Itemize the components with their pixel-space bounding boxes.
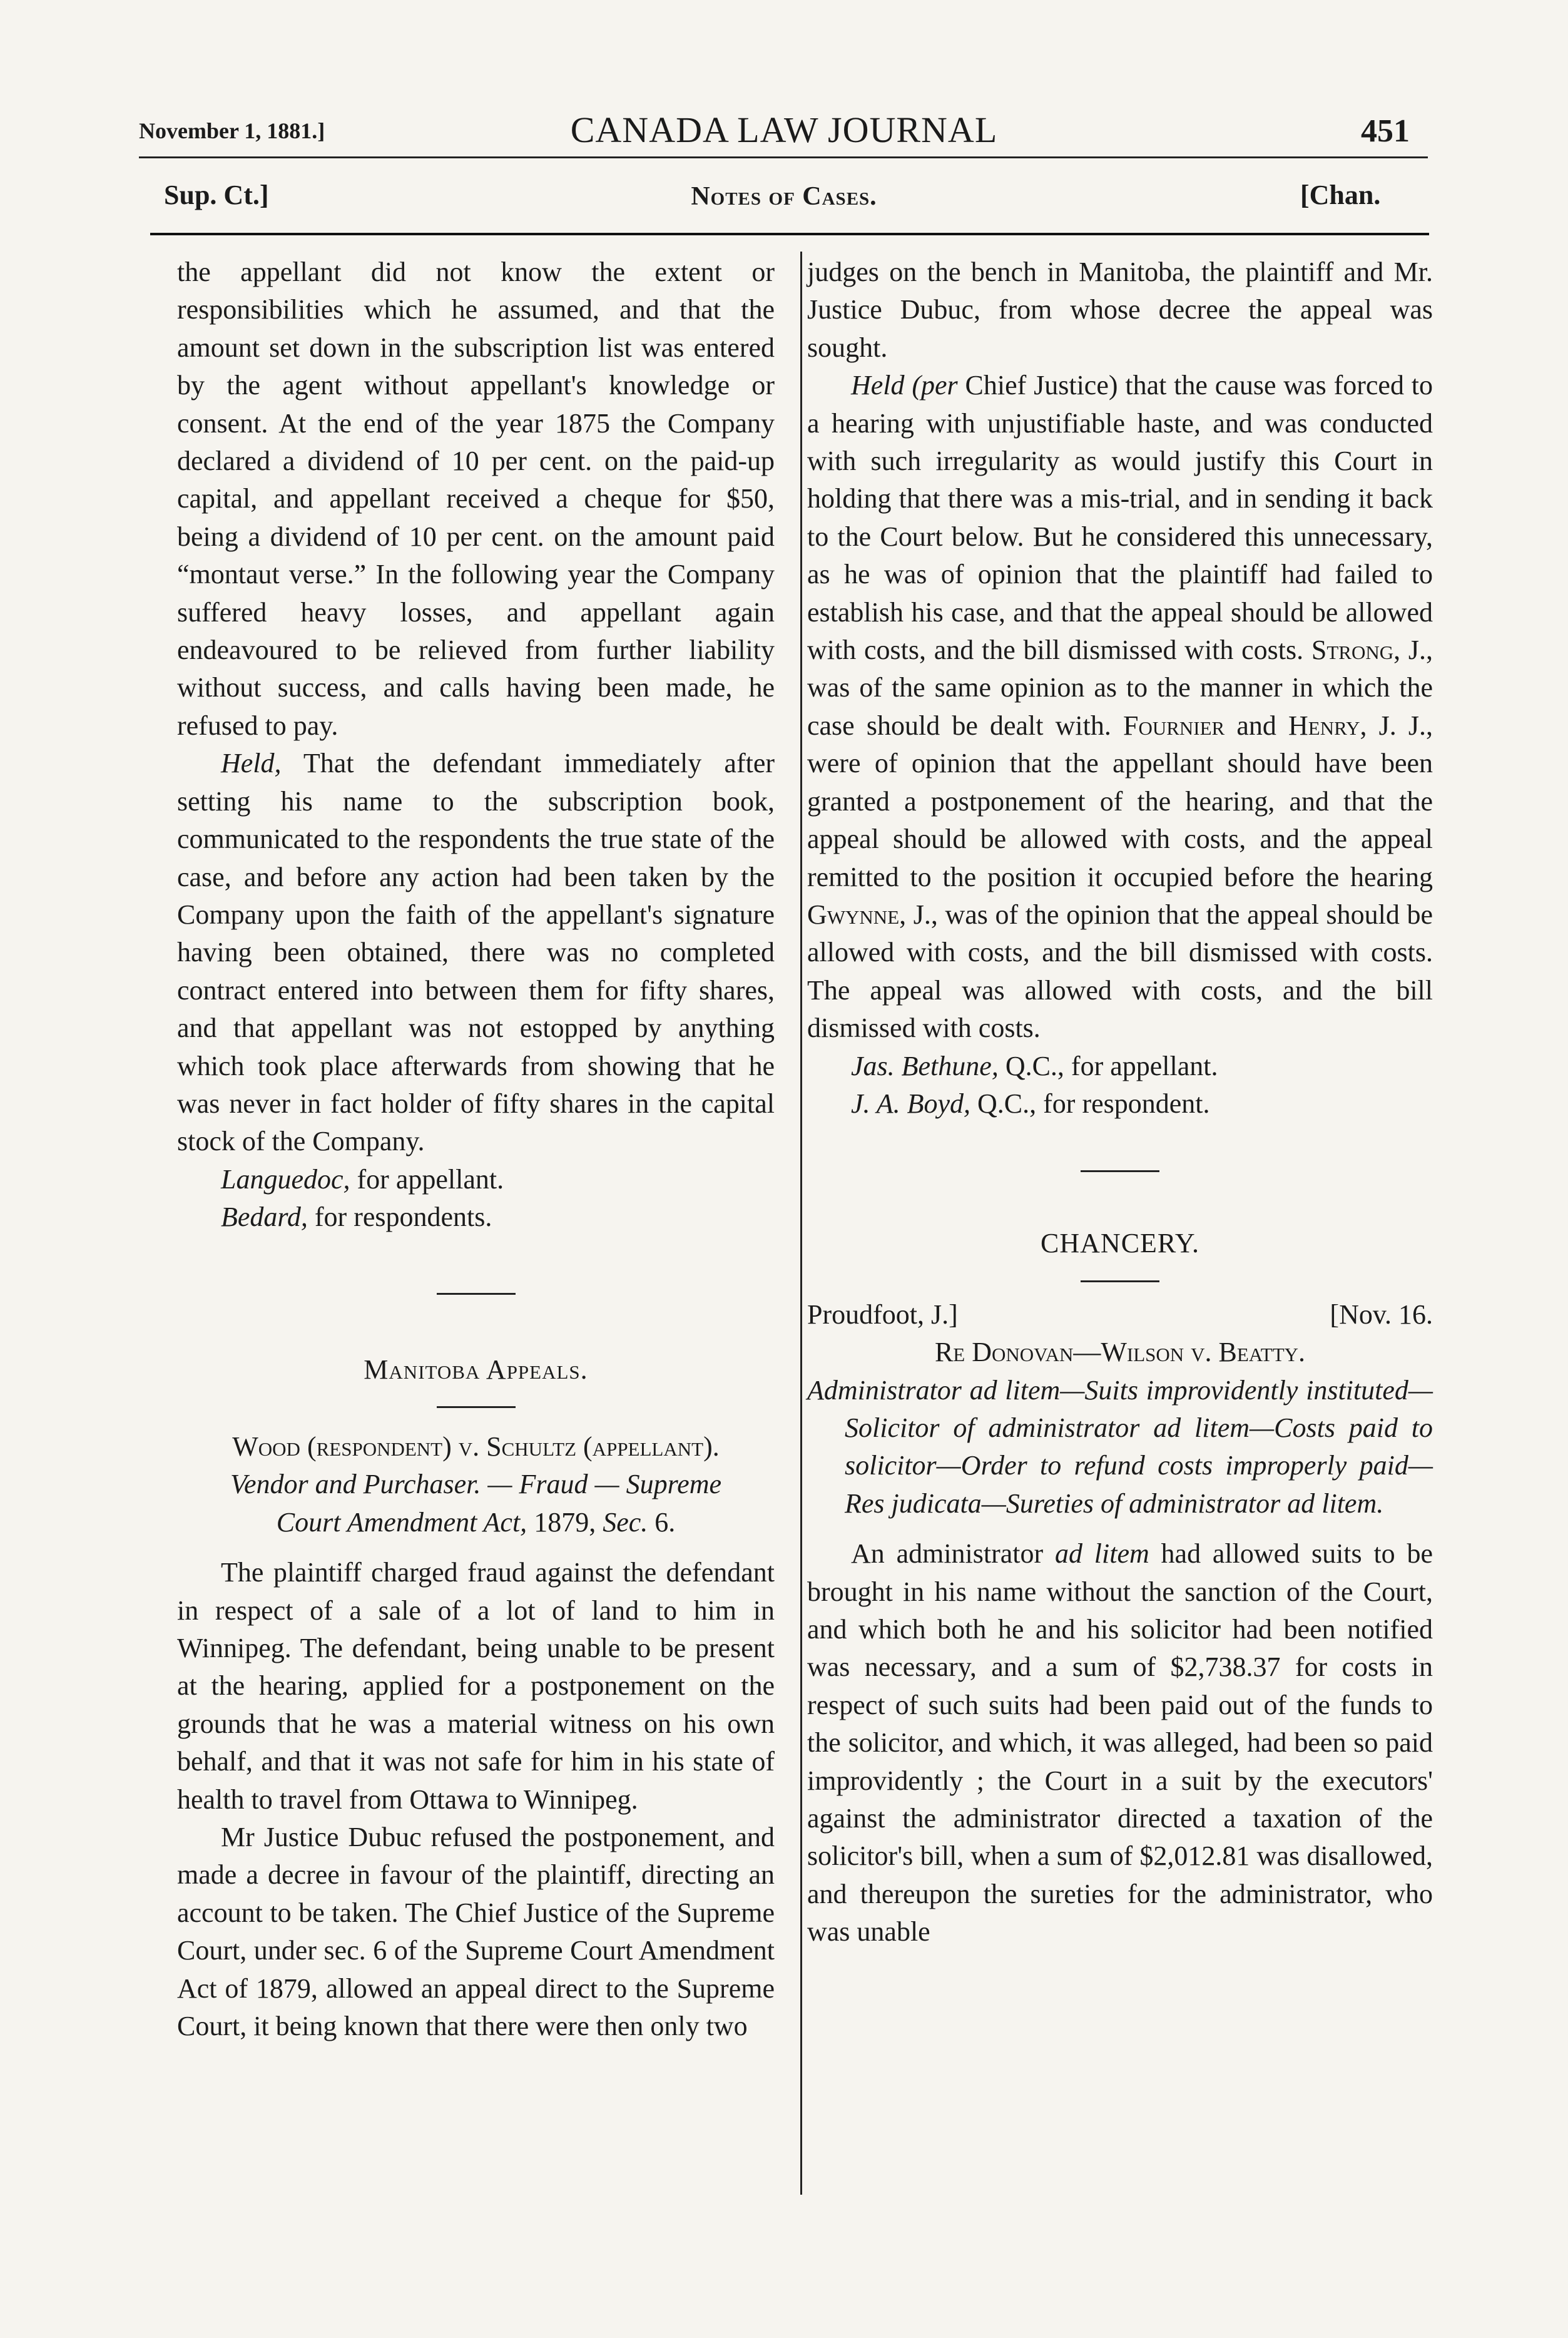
held-per: (per (904, 370, 958, 401)
paragraph: The plaintiff charged fraud against the defendant in respect of a sale of a lot of land to him in Winnipeg. The defendant, being unable to be present at the hearing, applied for a postponement on the grounds that he was a material witness on his own behalf, and that it was not safe for him in his state of health to travel from Ottawa to Winnipeg. (177, 1557, 775, 1815)
counsel-line (807, 1085, 1433, 1123)
issue-date: November 1, 1881.] (139, 118, 325, 143)
counsel-line (807, 1048, 1433, 1085)
held-text: , J. J., were of opinion that the appellant should have been granted a postponement of the hearing, and that the appeal should be allowed with costs, and the appeal remitted to the position it occupied before the hearing (807, 710, 1433, 892)
headnote-act: Court Amendment Act, (276, 1506, 527, 1538)
paragraph (807, 1535, 1433, 1951)
date-line: [Nov. 16. (1330, 1299, 1433, 1330)
center-section-label: Notes of Cases. (691, 182, 877, 211)
section-title: CHANCERY. (1041, 1228, 1199, 1259)
counsel-role: Q.C., for respondent. (970, 1088, 1210, 1119)
paragraph: Mr Justice Dubuc refused the postponement, and made a decree in favour of the plaintiff, directing an account to be taken. The Chief Justice of the Supreme Court, under sec. 6 of the Supreme Court Amendment Act of 1879, allowed an appeal direct to the Supreme Court, it being known that there were then only two (177, 1822, 775, 2042)
headnote-sec: Sec. (603, 1506, 648, 1538)
held-text: , J., was of the opinion that the appeal should be allowed with costs, and the bill dismissed with costs. The appeal was allowed with costs, and the bill dismissed with costs. (807, 899, 1433, 1044)
section-title: Manitoba Appeals. (364, 1354, 588, 1385)
held-paragraph (807, 367, 1433, 1047)
right-column (807, 253, 1433, 1951)
judge-line: Proudfoot, J.] (807, 1299, 958, 1330)
held-text: and (1224, 710, 1289, 741)
page-number: 451 (1361, 113, 1410, 149)
italic-term: ad litem (1054, 1538, 1149, 1570)
counsel-role: for appellant. (350, 1163, 504, 1195)
headnote-line (177, 1504, 775, 1541)
counsel-name: Languedoc, (221, 1163, 350, 1195)
left-section-label: Sup. Ct.] (164, 180, 269, 210)
paragraph-text: An administrator (851, 1538, 1055, 1570)
judge-date-line (807, 1296, 1433, 1334)
counsel-role: Q.C., for appellant. (998, 1050, 1218, 1081)
held-lead: Held, (221, 748, 282, 779)
counsel-name: Bedard, (221, 1202, 308, 1233)
counsel-name: J. A. Boyd, (851, 1088, 971, 1119)
headnote-line: Vendor and Purchaser. — Fraud — Supreme (230, 1469, 722, 1500)
held-paragraph (177, 745, 775, 1160)
left-column (177, 253, 775, 2045)
paragraph: judges on the bench in Manitoba, the plaintiff and Mr. Justice Dubuc, from whose decree the appeal was sought. (807, 257, 1433, 363)
held-text: , J., was of the same opinion as to the manner in which the case should be dealt with. (807, 635, 1433, 741)
right-section-label: [Chan. (1300, 180, 1381, 210)
case-title: Wood (respondent) v. Schultz (appellant). (232, 1431, 720, 1462)
paragraph: the appellant did not know the extent or responsibilities which he assumed, and that the amount set down in the subscription list was entered by the agent without appellant's knowledge or consent. At the end of the year 1875 the Company declared a dividend of 10 per cent. on the paid-up capital, and appellant received a cheque for $50, being a dividend of 10 per cent. on the amount paid “montaut verse.” In the following year the Company suffered heavy losses, and appellant again endeavoured to be relieved from further liability without success, and calls having been made, he refused to pay. (177, 257, 775, 741)
case-title: Re Donovan—Wilson v. Beatty. (934, 1337, 1306, 1368)
headnote-num: 6. (648, 1506, 676, 1538)
headnote-year: 1879, (527, 1506, 603, 1538)
journal-title: CANADA LAW JOURNAL (570, 110, 998, 150)
judge-name: Henry (1288, 710, 1360, 741)
paragraph-text: had allowed suits to be brought in his name without the sanction of the Court, and which both he and his solicitor had been notified was necessary, and a sum of $2,738.37 for costs in respect of such suits had been paid out of the funds to the solicitor, and which, it was alleged, had been so paid improvidently ; the Court in a suit by the executors' against the administrator directed a taxation of the solicitor's bill, when a sum of $2,012.81 was disallowed, and thereupon the sureties for the administrator, who was unable (807, 1538, 1433, 1947)
judge-name: Gwynne (807, 899, 900, 930)
counsel-line (177, 1161, 775, 1198)
counsel-role: for respondents. (307, 1202, 492, 1233)
subheader-rule (150, 233, 1429, 235)
counsel-line (177, 1198, 775, 1236)
headnote: Administrator ad litem—Suits improvidently instituted—Solicitor of administrator ad litem—Costs paid to solicitor—Order to refund costs improperly paid—Res judicata—Sureties of administrator ad litem. (807, 1374, 1433, 1519)
held-text: That the defendant immediately after setting his name to the subscription book, communicated to the respondents the true state of the case, and before any action had been taken by the Company upon the faith of the appellant's signature having been obtained, there was no completed contract entered into between them for fifty shares, and that appellant was not estopped by anything which took place afterwards from showing that he was never in fact holder of fifty shares in the capital stock of the Company. (177, 748, 775, 1157)
judge-name: Fournier (1123, 710, 1225, 741)
header-rule (139, 156, 1428, 158)
held-text: Chief Justice) that the cause was forced to a hearing with unjustifiable haste, and was conducted with such irregularity as would justify this Court in holding that there was a mis-trial, and in sending it back to the Court below. But he considered this unnecessary, as he was of opinion that the plaintiff had failed to establish his case, and that the appeal should be allowed with costs, and the bill dismissed with costs. (807, 370, 1433, 666)
column-divider (800, 252, 802, 2195)
held-lead: Held (851, 370, 905, 401)
counsel-name: Jas. Bethune, (851, 1050, 999, 1081)
judge-name: Strong (1311, 635, 1394, 666)
